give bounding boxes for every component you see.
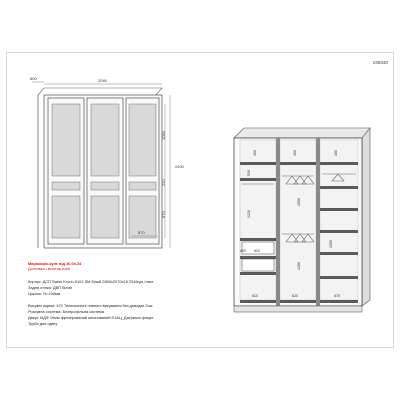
info-line-5: Розсувна система: Безпрофільна система bbox=[28, 309, 105, 314]
int-top-right-label: 400 bbox=[334, 150, 338, 156]
front-door-top-label: 1050 bbox=[161, 131, 166, 140]
front-overlap-label: 570 bbox=[138, 230, 145, 235]
drawing-code: 195640 bbox=[372, 60, 388, 65]
int-center-hang-label: 2000 bbox=[297, 198, 301, 206]
info-line-1: Корпус: ДСП Swiss Krono К101 SM білий 2800х2070х18 2316грн./лист bbox=[28, 279, 154, 284]
front-width-label: 2040 bbox=[98, 78, 107, 83]
int-top-left-label: 400 bbox=[253, 150, 257, 156]
front-height-label: 2400 bbox=[175, 164, 184, 169]
int-center-low-label: 1200 bbox=[297, 262, 301, 270]
int-base-left-label: 610 bbox=[252, 294, 258, 298]
front-door-mid-label: 220 bbox=[161, 179, 166, 186]
info-subtitle: Доставка і монтаж Київ bbox=[28, 266, 70, 271]
int-right-side-label: 1050 bbox=[329, 240, 333, 248]
int-left-rail-label: 530 bbox=[247, 170, 251, 176]
front-depth-label: 600 bbox=[30, 76, 37, 81]
int-top-mid-label: 400 bbox=[293, 150, 297, 156]
info-line-7: Труби для одягу bbox=[28, 321, 58, 326]
info-line-6: Двері: МДФ 19мм фрезерований шпонований Е1АЦ_Дзеркало фацет bbox=[28, 315, 154, 320]
info-line-2: Задня стінка: ДВП білий bbox=[28, 285, 72, 290]
info-title: Марішафо-купе від 30.04.24 bbox=[28, 261, 82, 266]
info-line-3: Цоколь: Н=100мм bbox=[28, 291, 61, 296]
front-door-bot-label: 670 bbox=[161, 211, 166, 218]
int-drawer-h-label: 400 bbox=[240, 249, 246, 253]
int-base-mid-label: 620 bbox=[292, 294, 298, 298]
int-drawer-w-label: 620 bbox=[254, 249, 260, 253]
info-line-4: Висувні ящики: 470 Телескопічні повного висування без доводки 2шт. bbox=[28, 303, 154, 308]
int-base-right-label: 670 bbox=[334, 294, 340, 298]
int-left-section-label: 1220 bbox=[247, 210, 251, 218]
